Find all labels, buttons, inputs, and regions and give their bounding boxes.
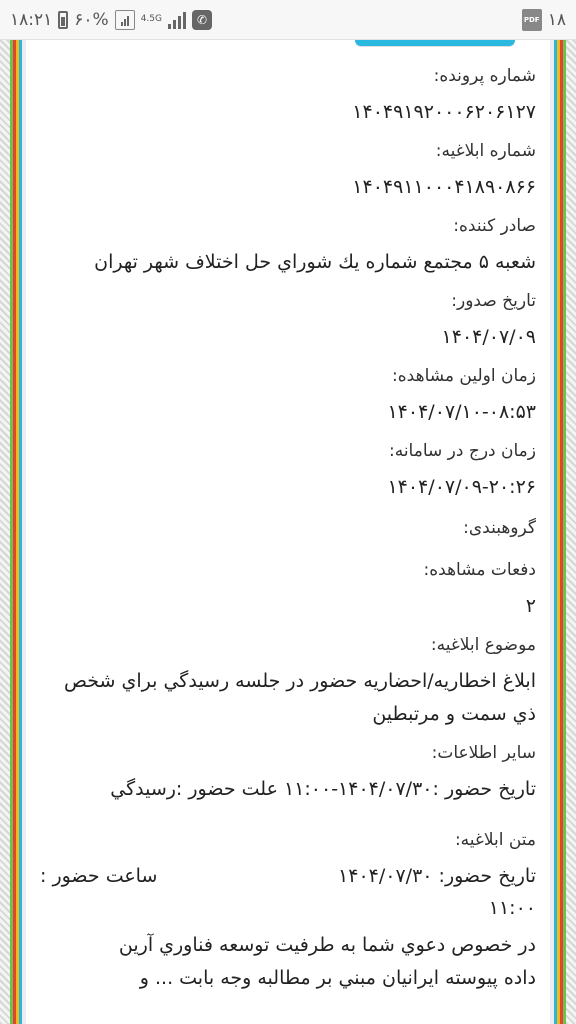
notice-body-text: در خصوص دعوي شما به طرفيت توسعه فناوري آرين <box>118 934 536 956</box>
battery-level: ۶۰% <box>74 9 109 30</box>
attendance-time: ۱۱:۰۰ <box>488 897 536 919</box>
battery-icon <box>58 11 68 29</box>
pdf-icon: PDF <box>522 9 542 31</box>
notice-number: ۱۴۰۴۹۱۱۰۰۰۴۱۸۹۰۸۶۶ <box>352 176 536 198</box>
signal-icon <box>168 11 186 29</box>
other-info: تاريخ حضور :۱۴۰۴/۰۷/۳۰-۱۱:۰۰ علت حضور :رسيدگي <box>110 778 536 800</box>
subject-label: موضوع ابلاغيه: <box>430 635 536 655</box>
other-info-label: ساير اطلاعات: <box>431 743 536 763</box>
status-bar-right <box>522 9 566 31</box>
issue-date-section <box>40 291 536 354</box>
grouping-label: گروهبندی: <box>463 518 536 538</box>
entry-time-label: زمان درج در سامانه: <box>388 441 536 461</box>
view-count-section <box>40 560 536 623</box>
issuer: شعبه ۵ مجتمع شماره يك شوراي حل اختلاف شهر تهران <box>94 251 536 273</box>
notice-number-label: شماره ابلاغیه: <box>435 141 536 161</box>
view-count-label: دفعات مشاهده: <box>423 560 536 580</box>
notice-body-label: متن ابلاغيه: <box>454 830 536 850</box>
attendance-row <box>40 860 536 892</box>
notice-body-section <box>40 830 536 995</box>
status-bar-left <box>10 10 212 30</box>
entry-time: ۱۴۰۴/۰۷/۰۹-۲۰:۲۶ <box>387 476 536 498</box>
signal-box-icon <box>115 10 135 30</box>
case-number-section <box>40 66 536 129</box>
notice-body-text-continued: داده پيوسته ايرانيان مبني بر مطالبه وجه بابت ... و <box>139 967 536 989</box>
attendance-time-label: ساعت حضور : <box>40 865 158 887</box>
first-view-label: زمان اولين مشاهده: <box>392 366 536 386</box>
first-view-time: ۱۴۰۴/۰۷/۱۰-۰۸:۵۳ <box>387 401 536 423</box>
case-number: ۱۴۰۴۹۱۹۲۰۰۰۶۲۰۶۱۲۷ <box>352 101 536 123</box>
case-number-label: شماره پرونده: <box>433 66 536 86</box>
header-tab <box>355 40 515 46</box>
issue-date: ۱۴۰۴/۰۷/۰۹ <box>441 326 536 348</box>
notice-details <box>40 52 536 1007</box>
subject-section <box>40 635 536 731</box>
subject: ابلاغ اخطاريه/احضاريه حضور در جلسه رسيدگي براي شخص ذي سمت و مرتبطين <box>64 670 536 725</box>
phone-icon: ✆ <box>192 10 212 30</box>
notice-number-section <box>40 141 536 204</box>
issuer-label: صادر کننده: <box>453 216 536 236</box>
notification-count: ۱۸ <box>547 9 566 30</box>
grouping-section <box>40 518 536 538</box>
network-type: 4.5G <box>140 14 162 24</box>
entry-time-section <box>40 441 536 504</box>
left-decorative-border <box>0 40 26 1024</box>
attendance-date: تاريخ حضور: ۱۴۰۴/۰۷/۳۰ <box>338 865 536 887</box>
issuer-section <box>40 216 536 279</box>
status-bar <box>0 0 576 40</box>
issue-date-label: تاريخ صدور: <box>451 291 536 311</box>
other-info-section <box>40 743 536 806</box>
view-count: ۲ <box>525 595 536 617</box>
clock: ۱۸:۲۱ <box>10 9 53 30</box>
first-view-section <box>40 366 536 429</box>
right-decorative-border <box>550 40 576 1024</box>
